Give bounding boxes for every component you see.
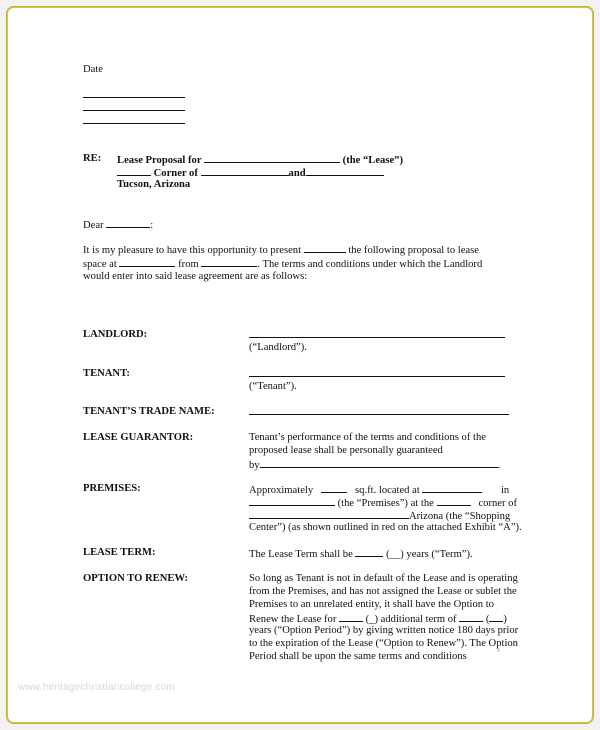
intro-text-2c: . The terms and conditions under which the Landlord — [257, 259, 483, 270]
re-and-blank — [306, 165, 384, 176]
premises-city-blank — [249, 495, 335, 506]
dear-blank — [106, 217, 150, 228]
guarantor-by-text: by — [249, 460, 260, 471]
renew-text-4a: Renew the Lease for — [249, 614, 337, 625]
intro-text-1b: the following proposal to lease — [348, 245, 479, 256]
re-corner-blank-2 — [201, 165, 289, 176]
intro-blank-1 — [304, 242, 346, 253]
intro-text-1a: It is my pleasure to have this opportunity to present — [83, 245, 302, 256]
re-corner-text: Corner of — [153, 168, 198, 179]
re-label: RE: — [83, 153, 102, 164]
landlord-label: LANDLORD: — [83, 329, 148, 340]
tenant-note: (“Tenant”). — [249, 381, 297, 392]
intro-line-1 — [83, 242, 479, 257]
option-renew-label: OPTION TO RENEW: — [83, 573, 188, 584]
premises-in-text: in — [500, 485, 510, 496]
premises-sqft-blank — [321, 482, 347, 493]
renew-line-6: to the expiration of the Lease (“Option to Renew”). The Option — [249, 638, 518, 649]
renew-term-num-blank — [489, 611, 503, 622]
date-label: Date — [83, 64, 103, 75]
re-lease-proposal-text: Lease Proposal for — [117, 155, 202, 166]
re-and-text: and — [288, 168, 306, 179]
re-corner-blank-1 — [117, 165, 151, 176]
intro-line-2 — [83, 256, 482, 271]
text-cursor-icon: ′ — [498, 648, 500, 658]
address-line-1 — [83, 97, 185, 98]
premises-street-blank — [249, 508, 409, 519]
renew-text-4c: ( — [485, 614, 490, 625]
renew-option-blank — [339, 611, 363, 622]
watermark: www.heritagechristiancollege.com — [18, 682, 176, 693]
guarantor-line-3 — [249, 457, 500, 472]
premises-located-text: sq.ft. located at — [355, 485, 420, 496]
intro-blank-2 — [119, 256, 175, 267]
trade-name-label: TENANT’S TRADE NAME: — [83, 406, 215, 417]
landlord-note: (“Landlord”). — [249, 342, 307, 353]
salutation — [83, 217, 153, 232]
renew-line-7: Period shall be upon the same terms and conditions — [249, 651, 467, 662]
renew-line-1: So long as Tenant is not in default of the Lease and is operating — [249, 573, 518, 584]
address-line-2 — [83, 110, 185, 111]
renew-term-blank — [459, 611, 483, 622]
guarantor-line-1: Tenant’s performance of the terms and conditions of the — [249, 432, 486, 443]
intro-text-2a: space at — [83, 259, 117, 270]
tenant-blank — [249, 376, 505, 377]
lease-term-blank — [355, 546, 383, 557]
premises-line-4: Center”) (as shown outlined in red on the attached Exhibit “A”). — [249, 522, 522, 533]
address-line-3 — [83, 123, 185, 124]
guarantor-blank — [260, 457, 498, 468]
lease-term-label: LEASE TERM: — [83, 547, 156, 558]
intro-text-2b: from — [178, 259, 199, 270]
intro-line-3: would enter into said lease agreement are as follows: — [83, 271, 308, 282]
re-lease-blank — [204, 152, 340, 163]
guarantor-period: . — [497, 460, 501, 471]
lease-term-text-a: The Lease Term shall be — [249, 549, 353, 560]
premises-corner-blank — [437, 495, 471, 506]
renew-line-2: from the Premises, and has not assigned the Lease or sublet the — [249, 586, 517, 597]
guarantor-line-2: proposed lease shall be personally guaranteed — [249, 445, 443, 456]
renew-text-4b: (_) additional term of — [365, 614, 457, 625]
premises-shopping-text: Arizona (the “Shopping — [409, 511, 511, 522]
landlord-blank — [249, 337, 505, 338]
trade-name-blank — [249, 414, 509, 415]
premises-label: PREMISES: — [83, 483, 141, 494]
intro-blank-3 — [201, 256, 257, 267]
lease-term-text-b: (__) years (“Term”). — [386, 549, 473, 560]
renew-line-3: Premises to an unrelated entity, it shall have the Option to — [249, 599, 494, 610]
premises-corner-text: corner of — [478, 498, 517, 509]
document-page — [8, 8, 592, 722]
premises-approx-text: Approximately — [249, 485, 314, 496]
dear-colon: : — [150, 220, 154, 231]
lease-term-text — [249, 546, 473, 561]
premises-location-blank — [422, 482, 482, 493]
dear-text: Dear — [83, 220, 104, 231]
premises-the-premises-text: (the “Premises”) at the — [337, 498, 434, 509]
re-line-3: Tucson, Arizona — [117, 179, 191, 190]
guarantor-label: LEASE GUARANTOR: — [83, 432, 194, 443]
re-the-lease-text: (the “Lease”) — [342, 155, 403, 166]
renew-text-4d: ) — [503, 614, 507, 625]
renew-line-5: years (“Option Period”) by giving written notice 180 days prior — [249, 625, 519, 636]
tenant-label: TENANT: — [83, 368, 130, 379]
